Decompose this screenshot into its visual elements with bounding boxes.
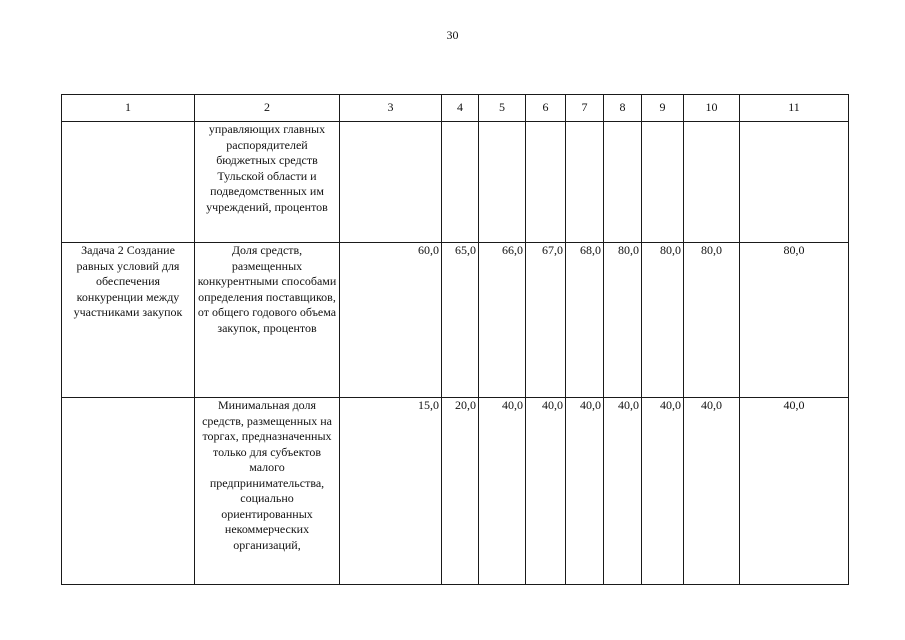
column-header: 2 <box>195 95 340 122</box>
value-cell <box>604 122 642 243</box>
value-cell: 40,0 <box>604 398 642 585</box>
column-header: 4 <box>442 95 479 122</box>
column-header: 9 <box>642 95 684 122</box>
column-header: 5 <box>479 95 526 122</box>
value-cell: 80,0 <box>684 243 740 398</box>
task-cell <box>62 122 195 243</box>
value-cell: 40,0 <box>642 398 684 585</box>
value-cell <box>684 122 740 243</box>
column-header: 3 <box>340 95 442 122</box>
column-header: 8 <box>604 95 642 122</box>
value-cell: 40,0 <box>526 398 566 585</box>
value-cell <box>340 122 442 243</box>
task-cell <box>62 398 195 585</box>
indicator-cell: управляющих главных распорядителей бюджетных средств Тульской области и подведомственных им учреждений, процентов <box>195 122 340 243</box>
indicator-cell: Минимальная доля средств, размещенных на торгах, предназначенных только для субъектов малого предпринимательства, социально ориентированных некоммерческих организаций, <box>195 398 340 585</box>
value-cell: 68,0 <box>566 243 604 398</box>
indicators-table <box>61 94 849 585</box>
value-cell: 40,0 <box>566 398 604 585</box>
column-header: 10 <box>684 95 740 122</box>
value-cell: 66,0 <box>479 243 526 398</box>
column-header: 6 <box>526 95 566 122</box>
value-cell <box>442 122 479 243</box>
value-cell <box>479 122 526 243</box>
table-row <box>62 122 849 243</box>
value-cell <box>566 122 604 243</box>
value-cell: 40,0 <box>684 398 740 585</box>
value-cell: 65,0 <box>442 243 479 398</box>
page-number: 30 <box>446 28 459 42</box>
value-cell: 15,0 <box>340 398 442 585</box>
value-cell: 80,0 <box>604 243 642 398</box>
value-cell: 80,0 <box>642 243 684 398</box>
value-cell: 60,0 <box>340 243 442 398</box>
table-row <box>62 398 849 585</box>
value-cell <box>526 122 566 243</box>
value-cell <box>740 122 849 243</box>
value-cell: 80,0 <box>740 243 849 398</box>
value-cell <box>642 122 684 243</box>
value-cell: 67,0 <box>526 243 566 398</box>
column-header: 1 <box>62 95 195 122</box>
indicator-cell: Доля средств, размещенных конкурентными способами определения поставщиков, от общего годового объема закупок, процентов <box>195 243 340 398</box>
value-cell: 20,0 <box>442 398 479 585</box>
task-cell: Задача 2 Создание равных условий для обеспечения конкуренции между участниками закупок <box>62 243 195 398</box>
value-cell: 40,0 <box>479 398 526 585</box>
value-cell: 40,0 <box>740 398 849 585</box>
header-row <box>62 95 849 122</box>
column-header: 7 <box>566 95 604 122</box>
table-row <box>62 243 849 398</box>
column-header: 11 <box>740 95 849 122</box>
